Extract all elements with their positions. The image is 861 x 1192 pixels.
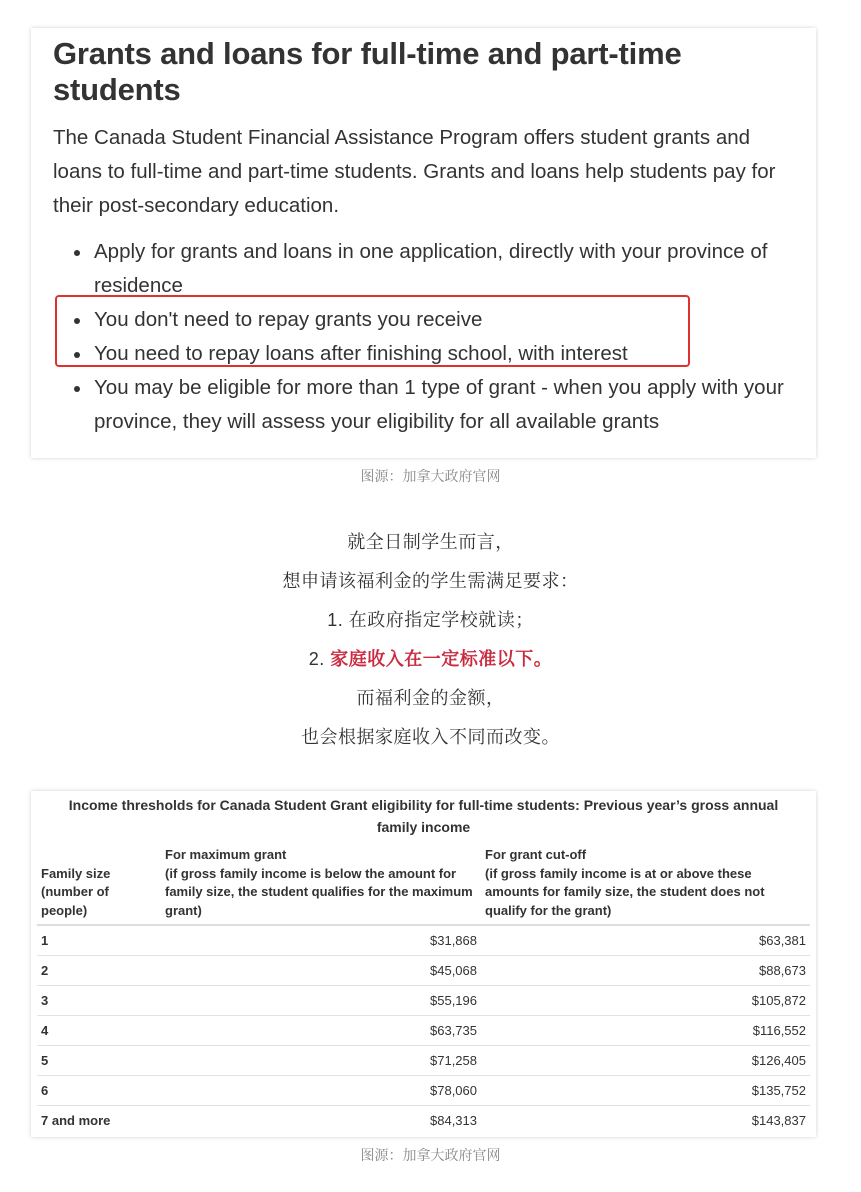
zh-line-1: 就全日制学生而言， (347, 532, 514, 552)
image-caption-2: 图源：加拿大政府官网 (360, 1147, 501, 1163)
image-caption-1: 图源：加拿大政府官网 (360, 468, 501, 484)
cell-max-grant: $71,258 (161, 1046, 481, 1076)
header-cutoff-note: (if gross family income is at or above these amounts for family size, the student does not qualify for the grant) (485, 865, 765, 918)
cell-family-size: 5 (37, 1046, 161, 1076)
zh-line-4 (0, 640, 861, 679)
cell-cutoff: $105,872 (481, 986, 810, 1016)
cell-family-size: 7 and more (37, 1106, 161, 1136)
table-row (37, 1076, 810, 1106)
cell-max-grant: $63,735 (161, 1016, 481, 1046)
grants-intro: The Canada Student Financial Assistance Program offers student grants and loans to full-time and part-time students. Grants and loans help students pay for their post-secondary education. (53, 126, 776, 217)
income-threshold-card (31, 791, 816, 1137)
table-header-row (37, 844, 810, 925)
cell-family-size: 1 (41, 933, 49, 948)
cell-family-size: 2 (37, 956, 161, 986)
cell-cutoff: $63,381 (759, 933, 806, 948)
cell-cutoff: $126,405 (481, 1046, 810, 1076)
cell-cutoff: $143,837 (481, 1106, 810, 1136)
cell-max-grant: $78,060 (161, 1076, 481, 1106)
zh-line-3: 1. 在政府指定学校就读； (327, 610, 534, 630)
cell-family-size: 6 (37, 1076, 161, 1106)
chinese-text-block (0, 523, 861, 757)
table-row (37, 986, 810, 1016)
cell-family-size: 4 (37, 1016, 161, 1046)
table-row (37, 1046, 810, 1076)
cell-max-grant: $84,313 (161, 1106, 481, 1136)
header-cutoff-title: For grant cut-off (485, 847, 587, 862)
cell-family-size: 3 (37, 986, 161, 1016)
table-row (37, 956, 810, 986)
header-max-title: For maximum grant (165, 847, 287, 862)
bullet-loans-repay: You need to repay loans after finishing school, with interest (94, 337, 796, 371)
zh-line-4-highlight: 家庭收入在一定标准以下。 (330, 649, 553, 669)
table-row (37, 925, 810, 956)
cell-cutoff: $116,552 (481, 1016, 810, 1046)
zh-line-6: 也会根据家庭收入不同而改变。 (301, 727, 560, 747)
cell-max-grant: $31,868 (430, 933, 477, 948)
cell-max-grant: $45,068 (161, 956, 481, 986)
cell-cutoff: $88,673 (481, 956, 810, 986)
table-row (37, 1016, 810, 1046)
zh-line-4-number: 2. (308, 649, 331, 669)
zh-line-2: 想申请该福利金的学生需满足要求： (282, 571, 579, 591)
income-threshold-table (37, 844, 810, 1135)
header-family-size: Family size (number of people) (37, 844, 161, 925)
grants-info-card (31, 28, 816, 458)
table-title: Income thresholds for Canada Student Grant eligibility for full-time students: Previous year’s gross annual family income (68, 797, 779, 835)
table-row (37, 1106, 810, 1136)
cell-max-grant: $55,196 (161, 986, 481, 1016)
bullet-apply: Apply for grants and loans in one application, directly with your province of residence (94, 235, 796, 303)
bullet-eligibility: You may be eligible for more than 1 type of grant - when you apply with your province, they will assess your eligibility for all available grants (94, 371, 796, 439)
header-max-note: (if gross family income is below the amount for family size, the student qualifies for the maximum grant) (165, 865, 473, 918)
header-cutoff (481, 844, 810, 925)
bullet-grants-no-repay: You don't need to repay grants you receive (94, 303, 796, 337)
cell-cutoff: $135,752 (481, 1076, 810, 1106)
red-highlight-box (55, 295, 690, 367)
zh-line-5: 而福利金的金额， (356, 688, 505, 708)
grants-heading: Grants and loans for full-time and part-time students (53, 36, 682, 107)
header-max-grant (161, 844, 481, 925)
